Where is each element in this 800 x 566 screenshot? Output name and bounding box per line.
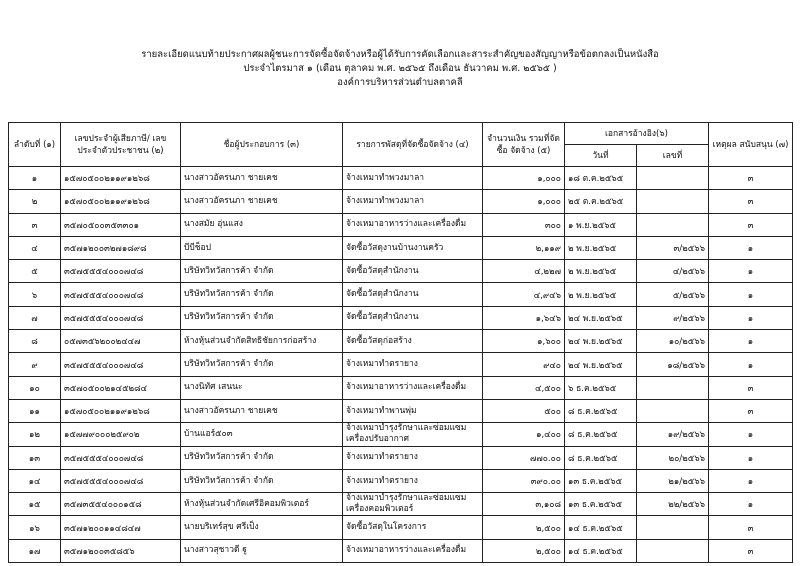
cell-refno: ๙/๒๕๖๖ — [637, 306, 709, 329]
cell-refno — [637, 516, 709, 539]
cell-reason: ๓ — [709, 516, 793, 539]
cell-amount: ๙๔๐ — [483, 353, 565, 376]
cell-no: ๑๖ — [9, 516, 61, 539]
cell-reason: ๑ — [709, 330, 793, 353]
cell-reason: ๓ — [709, 190, 793, 213]
cell-date: ๒ พ.ย.๒๕๖๕ — [565, 260, 637, 283]
header-refno: เลขที่ — [637, 145, 709, 167]
cell-operator: นางสาวอัครนภา ชายเคช — [181, 167, 343, 190]
cell-taxid: ๐๕๗๓๕๖๒๐๐๒๔๔๗ — [61, 330, 181, 353]
cell-date: ๑๓ ธ.ค.๒๕๖๕ — [565, 493, 637, 516]
cell-date: ๒๔ พ.ย.๒๕๖๕ — [565, 330, 637, 353]
cell-no: ๑๐ — [9, 376, 61, 399]
cell-no: ๑ — [9, 167, 61, 190]
header-amount: จำนวนเงิน รวมที่จัดซื้อ จัดจ้าง (๕) — [483, 123, 565, 167]
cell-operator: นางสมัย อุ่นแสง — [181, 213, 343, 236]
cell-reason: ๓ — [709, 399, 793, 422]
cell-no: ๑๗ — [9, 539, 61, 562]
table-row — [9, 493, 793, 516]
cell-date: ๑๔ ธ.ค.๒๕๖๕ — [565, 539, 637, 562]
cell-amount: ๓,๑๐๘ — [483, 493, 565, 516]
cell-amount: ๔,๒๒๗ — [483, 260, 565, 283]
cell-taxid: ๓๕๗๕๕๕๔๐๐๐๗๔๘ — [61, 446, 181, 469]
header-no: ลำดับที่ (๑) — [9, 123, 61, 167]
cell-refno: ๒๐/๒๕๖๖ — [637, 446, 709, 469]
cell-operator: บริษัทวิทวัสการค้า จำกัด — [181, 306, 343, 329]
cell-taxid: ๑๕๗๐๕๐๐๒๑๑๙๑๒๖๘ — [61, 190, 181, 213]
cell-date: ๑๓ ธ.ค.๒๕๖๕ — [565, 469, 637, 492]
cell-date: ๘ ธ.ค.๒๕๖๕ — [565, 399, 637, 422]
cell-amount: ๒,๕๐๐ — [483, 539, 565, 562]
cell-taxid: ๓๕๗๕๕๕๔๐๐๐๗๔๘ — [61, 306, 181, 329]
cell-taxid: ๓๕๗๕๕๕๔๐๐๐๗๔๘ — [61, 469, 181, 492]
cell-refno — [637, 213, 709, 236]
cell-items: จ้างเหมาทำตรายาง — [343, 353, 483, 376]
cell-refno: ๒๑/๒๕๖๖ — [637, 469, 709, 492]
cell-refno: ๑๘/๒๕๖๖ — [637, 353, 709, 376]
cell-items: จ้างเหมาทำตรายาง — [343, 446, 483, 469]
table-row — [9, 446, 793, 469]
cell-items: จ้างเหมาทำพานพุ่ม — [343, 399, 483, 422]
table-row — [9, 306, 793, 329]
cell-no: ๑๒ — [9, 423, 61, 446]
table-row — [9, 213, 793, 236]
cell-refno: ๑๙/๒๕๖๖ — [637, 423, 709, 446]
cell-amount: ๔,๕๐๐ — [483, 376, 565, 399]
table-row — [9, 283, 793, 306]
cell-operator: นายบริเทร์สุข ศรีเป็ง — [181, 516, 343, 539]
cell-refno: ๒๒/๒๕๖๖ — [637, 493, 709, 516]
table-row — [9, 190, 793, 213]
cell-items: จ้างเหมาทำพวงมาลา — [343, 190, 483, 213]
cell-no: ๒ — [9, 190, 61, 213]
header-operator: ชื่อผู้ประกอบการ (๓) — [181, 123, 343, 167]
procurement-table — [8, 122, 793, 563]
cell-date: ๒ พ.ย.๒๕๖๕ — [565, 283, 637, 306]
cell-items: จัดซื้อวัสดุสำนักงาน — [343, 306, 483, 329]
cell-operator: บริษัทวิทวัสการค้า จำกัด — [181, 260, 343, 283]
cell-date: ๒๕ ต.ค.๒๕๖๕ — [565, 190, 637, 213]
cell-items: จ้างเหมาอาหารว่างและเครื่องดื่ม — [343, 539, 483, 562]
cell-operator: บริษัทวิทวัสการค้า จำกัด — [181, 283, 343, 306]
cell-operator: บ้านแอร์๕๐๓ — [181, 423, 343, 446]
cell-no: ๕ — [9, 260, 61, 283]
cell-date: ๖ ธ.ค.๒๕๖๕ — [565, 376, 637, 399]
cell-reason: ๑ — [709, 353, 793, 376]
cell-refno — [637, 399, 709, 422]
cell-taxid: ๓๕๗๐๕๐๐๓๕๓๓๐๑ — [61, 213, 181, 236]
cell-no: ๑๑ — [9, 399, 61, 422]
table-row — [9, 353, 793, 376]
header-line-2: ประจำไตรมาส ๑ (เดือน ตุลาคม พ.ศ. ๒๕๖๕ ถึงเดือน ธันวาคม พ.ศ. ๒๕๖๕ ) — [243, 63, 557, 74]
cell-taxid: ๑๕๗๐๕๐๐๒๑๑๙๑๒๖๘ — [61, 167, 181, 190]
cell-amount: ๑,๔๐๐ — [483, 423, 565, 446]
cell-reason: ๓ — [709, 167, 793, 190]
cell-operator: นางสาวอัครนภา ชายเคช — [181, 190, 343, 213]
cell-taxid: ๓๕๗๕๕๕๔๐๐๐๗๔๘ — [61, 260, 181, 283]
header-reason: เหตุผล สนับสนุน (๗) — [709, 123, 793, 167]
table-row — [9, 469, 793, 492]
cell-refno — [637, 190, 709, 213]
cell-refno — [637, 167, 709, 190]
cell-date: ๘ ธ.ค.๒๕๖๕ — [565, 423, 637, 446]
cell-amount: ๑,๖๐๐ — [483, 330, 565, 353]
cell-no: ๔ — [9, 236, 61, 259]
header-ref: เอกสารอ้างอิง(๖) — [565, 123, 709, 145]
cell-no: ๙ — [9, 353, 61, 376]
header-line-1: รายละเอียดแนบท้ายประกาศผลผู้ชนะการจัดซื้อจัดจ้างหรือผู้ได้รับการคัดเลือกและสาระสำคัญของสัญญาหรือข้อตกลงเป็นหนังสือ — [141, 49, 659, 60]
cell-items: จ้างเหมาทำตรายาง — [343, 469, 483, 492]
cell-refno: ๑๐/๒๕๖๖ — [637, 330, 709, 353]
cell-items: จ้างเหมาบำรุงรักษาและซ่อมแซมเครื่องปรับอากาศ — [343, 423, 483, 446]
cell-reason: ๑ — [709, 236, 793, 259]
cell-taxid: ๓๕๗๑๒๐๐๑๑๔๘๔๗ — [61, 516, 181, 539]
cell-items: จัดซื้อวัสดุในโครงการ — [343, 516, 483, 539]
cell-operator: บริษัทวิทวัสการค้า จำกัด — [181, 469, 343, 492]
cell-no: ๑๔ — [9, 469, 61, 492]
table-row — [9, 516, 793, 539]
cell-taxid: ๓๕๗๑๒๐๐๓๕๘๕๖ — [61, 539, 181, 562]
cell-amount: ๑,๐๐๐ — [483, 190, 565, 213]
cell-amount: ๓๐๐ — [483, 213, 565, 236]
cell-taxid: ๓๕๗๑๒๐๐๓๒๗๑๘๙๘ — [61, 236, 181, 259]
cell-reason: ๑ — [709, 469, 793, 492]
cell-reason: ๑ — [709, 446, 793, 469]
cell-amount: ๒,๕๐๐ — [483, 516, 565, 539]
cell-items: จ้างเหมาทำพวงมาลา — [343, 167, 483, 190]
table-row — [9, 236, 793, 259]
table-row — [9, 330, 793, 353]
cell-date: ๒ พ.ย.๒๕๖๕ — [565, 236, 637, 259]
header-items: รายการพัสดุที่จัดซื้อจัดจ้าง (๔) — [343, 123, 483, 167]
cell-reason: ๓ — [709, 376, 793, 399]
cell-taxid: ๑๕๗๐๕๐๐๒๑๑๙๑๒๖๘ — [61, 399, 181, 422]
cell-operator: บีบีช็อป — [181, 236, 343, 259]
cell-reason: ๑ — [709, 260, 793, 283]
cell-no: ๑๕ — [9, 493, 61, 516]
header-line-3: องค์การบริหารส่วนตำบลตาคลี — [337, 77, 463, 88]
cell-no: ๘ — [9, 330, 61, 353]
cell-date: ๒๔ พ.ย.๒๕๖๕ — [565, 306, 637, 329]
cell-operator: ห้างหุ้นส่วนจำกัดเศรีอิคอมพิวเตอร์ — [181, 493, 343, 516]
cell-items: จัดซื้อวัสดุงานบ้านงานครัว — [343, 236, 483, 259]
header-taxid: เลขประจำผู้เสียภาษี/ เลขประจำตัวประชาชน (๒) — [61, 123, 181, 167]
cell-reason: ๑ — [709, 306, 793, 329]
cell-refno: ๓/๒๕๖๖ — [637, 236, 709, 259]
cell-items: จ้างเหมาอาหารว่างและเครื่องดื่ม — [343, 213, 483, 236]
cell-items: จ้างเหมาบำรุงรักษาและซ่อมแซมเครื่องคอมพิวเตอร์ — [343, 493, 483, 516]
cell-no: ๗ — [9, 306, 61, 329]
cell-no: ๑๓ — [9, 446, 61, 469]
cell-date: ๘ ธ.ค.๒๕๖๕ — [565, 446, 637, 469]
cell-reason: ๑ — [709, 283, 793, 306]
cell-no: ๓ — [9, 213, 61, 236]
cell-amount: ๑,๖๔๖ — [483, 306, 565, 329]
cell-refno: ๔/๒๕๖๖ — [637, 260, 709, 283]
cell-items: จัดซื้อวัสดุสำนักงาน — [343, 260, 483, 283]
header-date: วันที่ — [565, 145, 637, 167]
table-row — [9, 376, 793, 399]
table-row — [9, 260, 793, 283]
cell-reason: ๑ — [709, 423, 793, 446]
cell-items: จ้างเหมาอาหารว่างและเครื่องดื่ม — [343, 376, 483, 399]
cell-amount: ๕๐๐ — [483, 399, 565, 422]
cell-amount: ๓๙๐.๐๐ — [483, 469, 565, 492]
cell-reason: ๓ — [709, 539, 793, 562]
table-row — [9, 167, 793, 190]
cell-refno — [637, 539, 709, 562]
cell-operator: บริษัทวิทวัสการค้า จำกัด — [181, 446, 343, 469]
cell-operator: ห้างหุ้นส่วนจำกัดสิทธิชัยการก่อสร้าง — [181, 330, 343, 353]
cell-items: จัดซื้อวัสดุสำนักงาน — [343, 283, 483, 306]
cell-refno — [637, 376, 709, 399]
cell-operator: นางนิทัศ เสนนะ — [181, 376, 343, 399]
cell-taxid: ๓๕๗๕๕๕๔๐๐๐๗๔๘ — [61, 353, 181, 376]
cell-reason: ๑ — [709, 493, 793, 516]
cell-operator: บริษัทวิทวัสการค้า จำกัด — [181, 353, 343, 376]
cell-taxid: ๓๕๗๐๕๐๐๒๑๔๕๒๘๔ — [61, 376, 181, 399]
table-row — [9, 423, 793, 446]
cell-operator: นางสาวอัครนภา ชายเคช — [181, 399, 343, 422]
cell-taxid: ๑๕๗๗๙๐๐๐๒๕๙๐๒ — [61, 423, 181, 446]
table-row — [9, 399, 793, 422]
cell-date: ๑๔ ธ.ค.๒๕๖๕ — [565, 516, 637, 539]
cell-no: ๖ — [9, 283, 61, 306]
cell-amount: ๑,๐๐๐ — [483, 167, 565, 190]
cell-refno: ๕/๒๕๖๖ — [637, 283, 709, 306]
cell-amount: ๔,๙๔๖ — [483, 283, 565, 306]
table-row — [9, 539, 793, 562]
cell-date: ๑๘ ต.ค.๒๕๖๕ — [565, 167, 637, 190]
cell-date: ๒๔ พ.ย.๒๕๖๕ — [565, 353, 637, 376]
cell-amount: ๒,๑๑๙ — [483, 236, 565, 259]
cell-date: ๑ พ.ย.๒๕๖๕ — [565, 213, 637, 236]
cell-taxid: ๓๕๗๕๕๕๔๐๐๐๗๔๘ — [61, 283, 181, 306]
cell-taxid: ๓๕๗๓๕๕๔๐๐๐๑๕๘ — [61, 493, 181, 516]
cell-reason: ๓ — [709, 213, 793, 236]
cell-operator: นางสาวสุชาวดี ฐู — [181, 539, 343, 562]
cell-items: จัดซื้อวัสดุก่อสร้าง — [343, 330, 483, 353]
cell-amount: ๗๗๐.๐๐ — [483, 446, 565, 469]
